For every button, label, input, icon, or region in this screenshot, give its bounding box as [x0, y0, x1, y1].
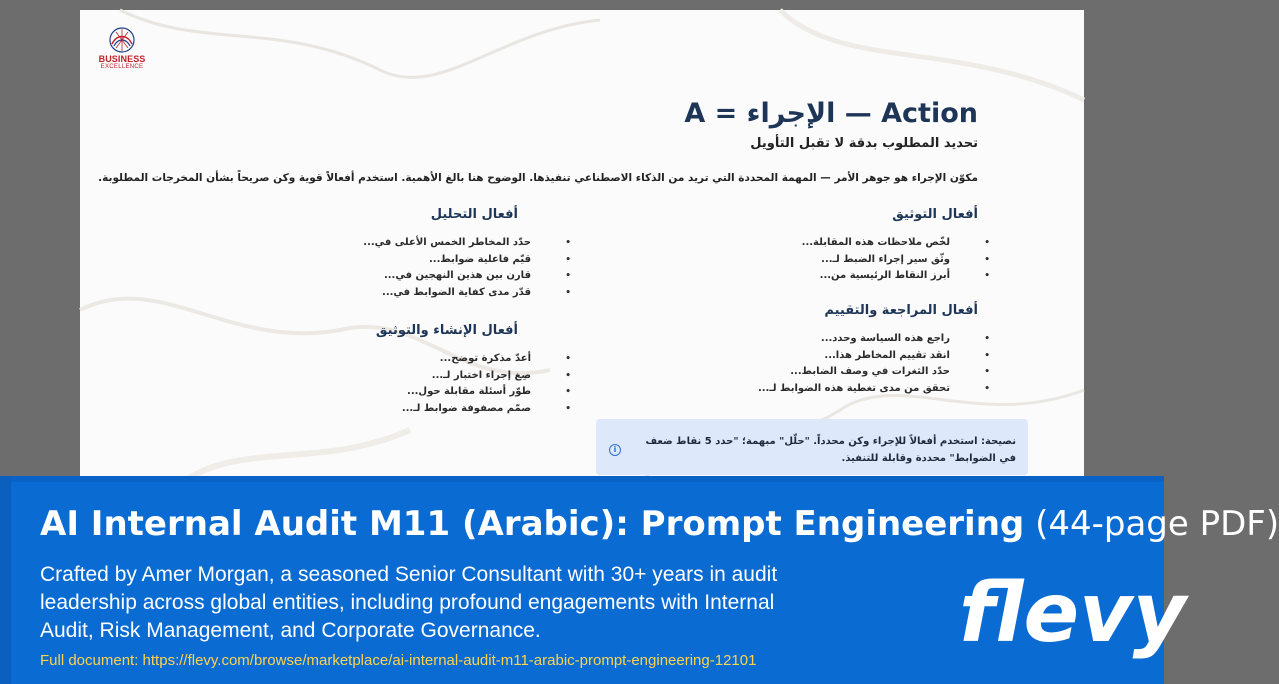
bullet-icon: • — [984, 350, 990, 361]
logo-emblem-icon — [108, 26, 136, 54]
list-item: • حدّد المخاطر الخمس الأعلى في... — [363, 235, 571, 252]
bullet-icon: • — [565, 354, 571, 364]
list-item: • تحقق من مدى تغطية هذه الضوابط لـ... — [758, 381, 990, 398]
tip-callout — [596, 419, 1028, 475]
list-item: • قيّم فاعلية ضوابط... — [363, 252, 571, 269]
creation-verbs-heading: أفعال الإنشاء والتوثيق — [375, 323, 518, 338]
logo-text-line1: BUSINESS — [98, 54, 146, 64]
business-excellence-logo — [92, 26, 152, 76]
documentation-verbs-heading: أفعال التوثيق — [892, 207, 978, 222]
analysis-verbs-heading: أفعال التحليل — [430, 207, 518, 222]
banner-title-main: AI Internal Audit M11 (Arabic): Prompt Engineering — [40, 504, 1025, 544]
list-item: • قارن بين هذين النهجين في... — [363, 268, 571, 285]
list-item: • صمّم مصفوفة ضوابط لـ... — [402, 401, 571, 418]
bullet-icon: • — [984, 271, 990, 282]
promo-banner — [0, 476, 1279, 684]
banner-title-pages: (44-page PDF) — [1035, 504, 1279, 544]
bullet-icon: • — [565, 254, 571, 265]
list-item: • أعدّ مذكرة توضح... — [402, 351, 571, 368]
bullet-icon: • — [565, 387, 571, 398]
bullet-icon: • — [565, 287, 571, 298]
banner-description: Crafted by Amer Morgan, a seasoned Senior Consultant with 30+ years in audit leadership across global entities, including profound engagements with Internal Audit, Risk Management, and Corporate Governance. — [40, 563, 778, 642]
bullet-icon: • — [565, 403, 571, 414]
list-item: • وثّق سير إجراء الضبط لـ... — [802, 252, 990, 269]
bullet-icon: • — [984, 367, 990, 378]
info-icon: i — [609, 444, 621, 456]
analysis-verbs-list — [363, 235, 571, 301]
bullet-icon: • — [984, 254, 990, 265]
list-item: • أبرز النقاط الرئيسية من... — [802, 268, 990, 285]
list-item: • لخّص ملاحظات هذه المقابلة... — [802, 235, 990, 252]
bullet-icon: • — [984, 383, 990, 394]
bullet-icon: • — [565, 238, 571, 248]
list-item: • راجع هذه السياسة وحدد... — [758, 331, 990, 348]
banner-left-edge — [0, 476, 11, 684]
list-item: • انقد تقييم المخاطر هذا... — [758, 348, 990, 365]
list-item: • قدّر مدى كفاية الضوابط في... — [363, 285, 571, 302]
slide-subtitle: تحديد المطلوب بدقة لا تقبل التأويل — [750, 136, 978, 151]
tip-text: نصيحة: استخدم أفعالاً للإجراء وكن محدداً. "حلّل" مبهمة؛ "حدد 5 نقاط ضعف في الضوابط" محددة وقابلة للتنفيذ. — [645, 436, 1016, 464]
list-item: • صِغ إجراء اختبار لـ... — [402, 368, 571, 385]
banner-top-edge — [0, 476, 1164, 482]
flevy-logo[interactable] — [955, 566, 1187, 661]
slide-title: A = الإجراء — Action — [684, 98, 978, 129]
document-page — [80, 10, 1084, 484]
document-link[interactable]: Full document: https://flevy.com/browse/marketplace/ai-internal-audit-m11-arabic-prompt-engineering-12101 — [40, 652, 757, 669]
bullet-icon: • — [984, 238, 990, 248]
bullet-icon: • — [565, 271, 571, 282]
list-item: • طوّر أسئلة مقابلة حول... — [402, 384, 571, 401]
logo-text-line2: EXCELLENCE — [100, 64, 144, 70]
banner-title — [40, 504, 1279, 544]
flevy-logo-text: flevy — [959, 566, 1187, 661]
creation-verbs-list — [402, 351, 571, 417]
review-verbs-list — [758, 331, 990, 397]
bullet-icon: • — [565, 370, 571, 381]
documentation-verbs-list — [802, 235, 990, 285]
intro-paragraph: مكوّن الإجراء هو جوهر الأمر — المهمة المحددة التي تريد من الذكاء الاصطناعي تنفيذها. الوضوح هنا بالغ الأهمية. استخدم أفعالاً قوية وكن صريحاً بشأن المخرجات المطلوبة. — [98, 172, 978, 184]
bullet-icon: • — [984, 334, 990, 344]
list-item: • حدّد الثغرات في وصف الضابط... — [758, 364, 990, 381]
review-verbs-heading: أفعال المراجعة والتقييم — [824, 303, 978, 318]
